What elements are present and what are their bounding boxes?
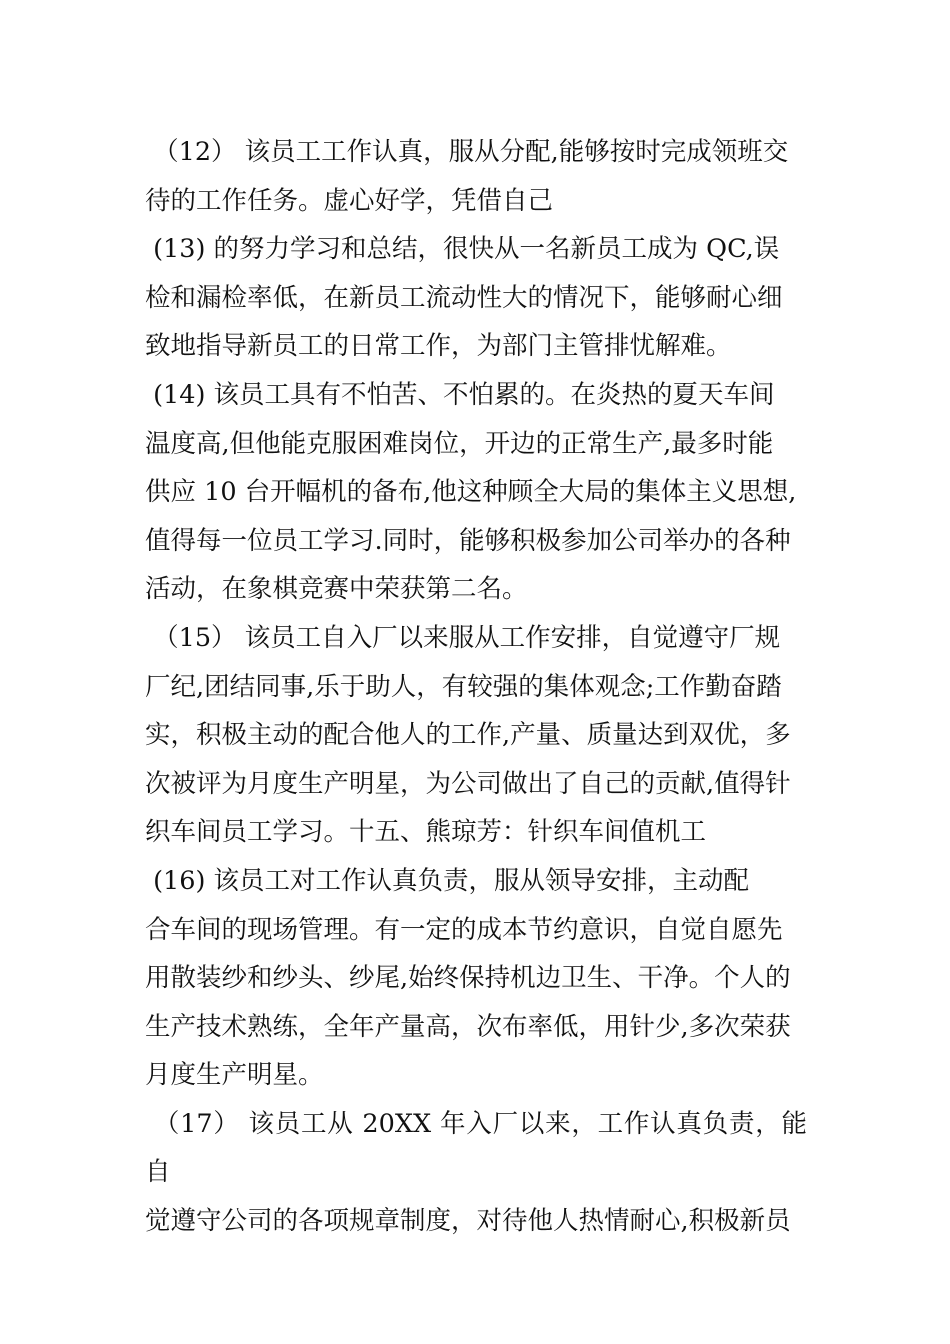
line: 生产技术熟练，全年产量高，次布率低，用针少,多次荣获	[145, 1011, 791, 1042]
line: 觉遵守公司的各项规章制度，对待他人热情耐心,积极新员	[145, 1206, 791, 1237]
line: 供应 10 台开幅机的备布,他这种顾全大局的集体主义思想,	[145, 477, 797, 508]
paragraph-16	[145, 857, 807, 1100]
paragraph-13	[145, 225, 807, 371]
line: 待的工作任务。虚心好学，凭借自己	[145, 185, 554, 216]
line: 检和漏检率低，在新员工流动性大的情况下，能够耐心细	[145, 282, 783, 313]
line: 温度高,但他能克服困难岗位，开边的正常生产,最多时能	[145, 428, 774, 459]
line: （12） 该员工工作认真，服从分配,能够按时完成领班交	[145, 137, 789, 167]
line: 值得每一位员工学习.同时，能够积极参加公司举办的各种	[145, 525, 791, 556]
line: 实，积极主动的配合他人的工作,产量、质量达到双优，多	[145, 720, 791, 751]
line: 合车间的现场管理。有一定的成本节约意识，自觉自愿先	[145, 914, 783, 945]
line: 次被评为月度生产明星，为公司做出了自己的贡献,值得针	[145, 768, 791, 799]
line: 月度生产明星。	[145, 1060, 324, 1091]
paragraph-12	[145, 128, 807, 225]
line: 厂纪,团结同事,乐于助人，有较强的集体观念;工作勤奋踏	[145, 671, 782, 702]
line: (13) 的努力学习和总结，很快从一名新员工成为 QC,误	[145, 234, 780, 265]
line: （15） 该员工自入厂以来服从工作安排，自觉遵守厂规	[145, 622, 781, 653]
line: (16) 该员工对工作认真负责，服从领导安排，主动配	[145, 865, 750, 896]
document-body	[145, 128, 807, 1246]
paragraph-14	[145, 371, 807, 614]
line: 织车间员工学习。十五、熊琼芳：针织车间值机工	[145, 817, 707, 848]
line: 致地指导新员工的日常工作，为部门主管排忧解难。	[145, 331, 732, 362]
line: （17） 该员工从 20XX 年入厂以来，工作认真负责，能自	[145, 1108, 807, 1188]
line: 活动，在象棋竞赛中荣获第二名。	[145, 574, 528, 605]
line: (14) 该员工具有不怕苦、不怕累的。在炎热的夏天车间	[145, 379, 775, 410]
paragraph-17	[145, 1100, 807, 1246]
paragraph-15	[145, 614, 807, 857]
line: 用散装纱和纱头、纱尾,始终保持机边卫生、干净。个人的	[145, 963, 791, 994]
